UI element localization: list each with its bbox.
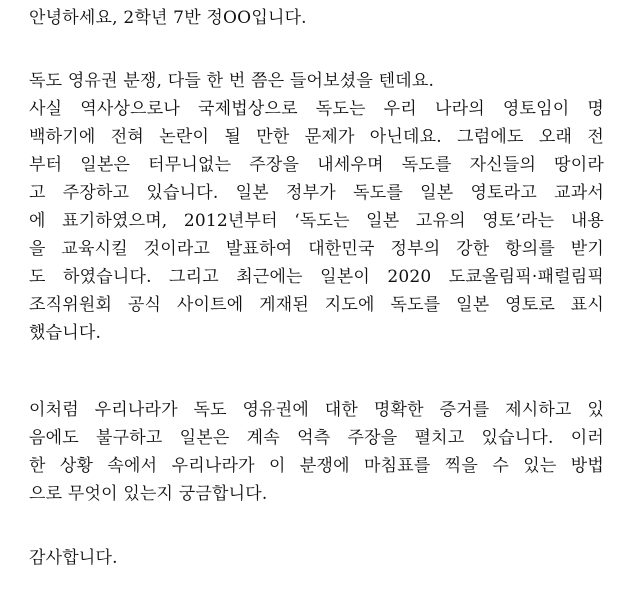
paragraph-line: 사실 역사상으로나 국제법상으로 독도는 우리 나라의 영토임이 명 <box>29 99 604 119</box>
paragraph-line: 에 표기하였으며, 2012년부터 ‘독도는 일본 고유의 영토’라는 내용 <box>29 211 604 231</box>
greeting-line: 안녕하세요, 2학년 7반 정OO입니다. <box>29 8 307 28</box>
paragraph-line: 조직위원회 공식 사이트에 게재된 지도에 독도를 일본 영토로 표시 <box>29 295 604 315</box>
paragraph-line: 했습니다. <box>29 323 102 343</box>
paragraph-line: 으로 무엇이 있는지 궁금합니다. <box>29 484 268 504</box>
paragraph-line: 백하기에 전혀 논란이 될 만한 문제가 아닌데요. 그럼에도 오래 전 <box>29 127 604 147</box>
paragraph-line: 이처럼 우리나라가 독도 영유권에 대한 명확한 증거를 제시하고 있 <box>29 400 604 420</box>
paragraph-line: 음에도 불구하고 일본은 계속 억측 주장을 펼치고 있습니다. 이러 <box>29 428 604 448</box>
paragraph-line: 부터 일본은 터무니없는 주장을 내세우며 독도를 자신들의 땅이라 <box>29 155 604 175</box>
paragraph-line: 도 하였습니다. 그리고 최근에는 일본이 2020 도쿄올림픽·패럴림픽 <box>29 267 604 287</box>
closing-line: 감사합니다. <box>29 548 118 568</box>
paragraph-line: 고 주장하고 있습니다. 일본 정부가 독도를 일본 영토라고 교과서 <box>29 183 604 203</box>
paragraph-line: 한 상황 속에서 우리나라가 이 분쟁에 마침표를 찍을 수 있는 방법 <box>29 456 604 476</box>
paragraph-line: 독도 영유권 분쟁, 다들 한 번 쯤은 들어보셨을 텐데요. <box>29 71 435 91</box>
paragraph-line: 을 교육시킬 것이라고 발표하여 대한민국 정부의 강한 항의를 받기 <box>29 239 604 259</box>
